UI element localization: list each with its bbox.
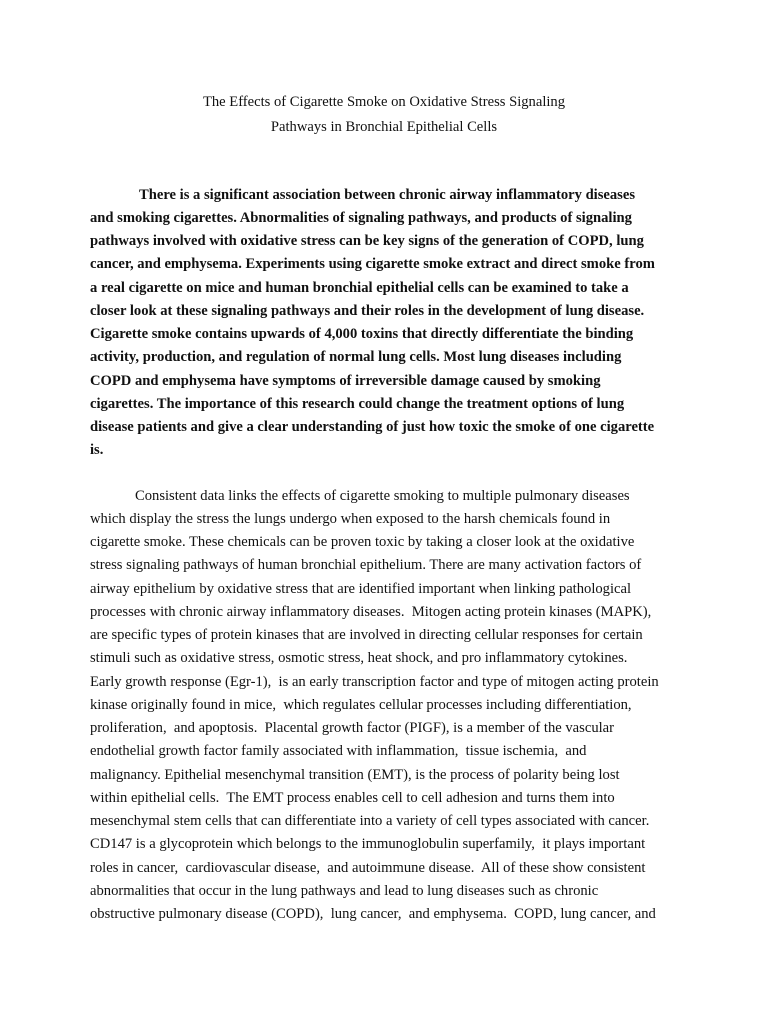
body-line: are specific types of protein kinases that are involved in directing cellular responses for certain: [90, 627, 643, 643]
abstract-line: Cigarette smoke contains upwards of 4,000 toxins that directly differentiate the binding: [90, 326, 634, 342]
abstract-line: pathways involved with oxidative stress can be key signs of the generation of COPD, lung: [90, 233, 644, 249]
body-line: mesenchymal stem cells that can differentiate into a variety of cell types associated with cancer.: [90, 813, 650, 829]
body-line: proliferation, and apoptosis. Placental growth factor (PIGF), is a member of the vascular: [90, 720, 615, 736]
body-line: processes with chronic airway inflammatory diseases. Mitogen acting protein kinases (MAPK),: [90, 603, 652, 620]
body-paragraph: [90, 485, 690, 927]
abstract-paragraph: [90, 184, 690, 463]
body-line: stress signaling pathways of human bronchial epithelium. There are many activation factors of: [90, 557, 642, 574]
body-line: Consistent data links the effects of cigarette smoking to multiple pulmonary diseases: [135, 487, 630, 504]
abstract-line: There is a significant association between chronic airway inflammatory diseases: [139, 186, 636, 203]
abstract-line: COPD and emphysema have symptoms of irreversible damage caused by smoking: [90, 372, 601, 389]
body-line: obstructive pulmonary disease (COPD), lung cancer, and emphysema. COPD, lung cancer, and: [90, 906, 656, 922]
body-line: abnormalities that occur in the lung pathways and lead to lung diseases such as chronic: [90, 882, 599, 899]
abstract-line: closer look at these signaling pathways and their roles in the development of lung disease.: [90, 302, 645, 319]
abstract-line: a real cigarette on mice and human bronchial epithelial cells can be examined to take a: [90, 279, 629, 296]
body-line: within epithelial cells. The EMT process enables cell to cell adhesion and turns them into: [90, 789, 615, 806]
body-line: kinase originally found in mice, which regulates cellular processes including differentiation,: [90, 696, 632, 713]
abstract-line: is.: [90, 442, 104, 459]
abstract-line: cancer, and emphysema. Experiments using cigarette smoke extract and direct smoke from: [90, 256, 655, 273]
body-line: airway epithelium by oxidative stress that are identified important when linking pathological: [90, 580, 632, 597]
abstract-line: and smoking cigarettes. Abnormalities of signaling pathways, and products of signaling: [90, 209, 632, 226]
abstract-line: cigarettes. The importance of this research could change the treatment options of lung: [90, 395, 625, 412]
body-line: CD147 is a glycoprotein which belongs to the immunoglobulin superfamily, it plays important: [90, 836, 646, 853]
body-line: malignancy. Epithelial mesenchymal transition (EMT), is the process of polarity being lost: [90, 766, 620, 783]
abstract-line: disease patients and give a clear understanding of just how toxic the smoke of one cigarette: [90, 419, 655, 435]
document-title: [0, 90, 768, 140]
body-line: cigarette smoke. These chemicals can be proven toxic by taking a closer look at the oxidative: [90, 534, 635, 550]
title-line: The Effects of Cigarette Smoke on Oxidative Stress Signaling: [202, 93, 566, 110]
abstract-line: activity, production, and regulation of normal lung cells. Most lung diseases including: [90, 349, 622, 366]
body-line: which display the stress the lungs undergo when exposed to the harsh chemicals found in: [90, 510, 611, 527]
body-line: Early growth response (Egr-1), is an early transcription factor and type of mitogen acting protein: [90, 673, 659, 690]
title-line: Pathways in Bronchial Epithelial Cells: [270, 118, 498, 135]
body-line: stimuli such as oxidative stress, osmotic stress, heat shock, and pro inflammatory cytokines.: [90, 650, 628, 667]
body-line: endothelial growth factor family associated with inflammation, tissue ischemia, and: [90, 743, 587, 760]
body-line: roles in cancer, cardiovascular disease, and autoimmune disease. All of these show consistent: [90, 859, 646, 876]
